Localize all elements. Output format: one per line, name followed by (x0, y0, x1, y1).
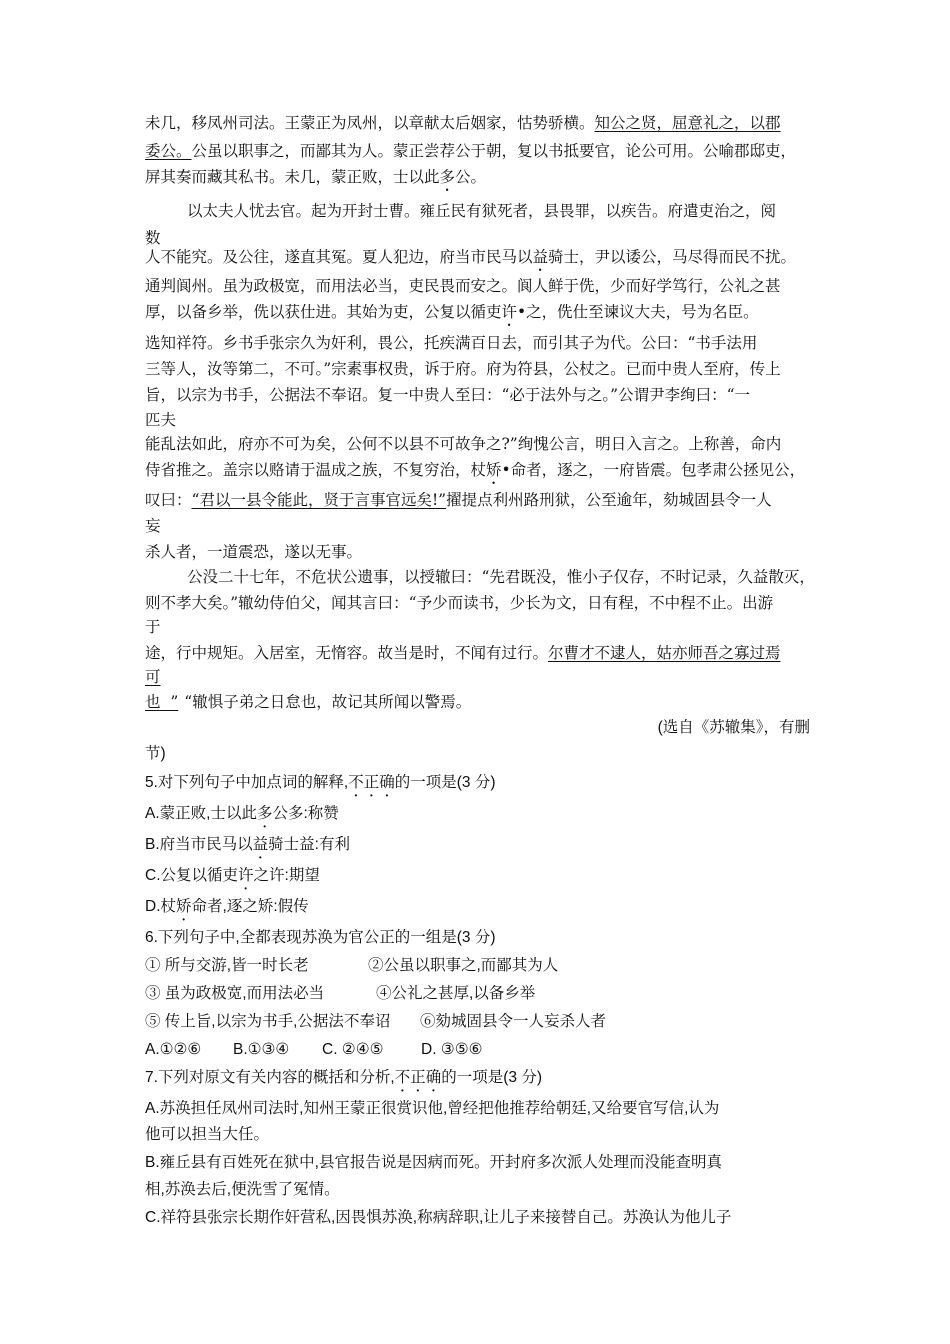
question-6-item: ②公虽以职事之,而鄙其为人 (368, 957, 559, 974)
underlined-sentence: 可 (145, 668, 161, 686)
question-6-stem: 6.下列句子中,全都表现苏涣为官公正的一组是(3 分) (145, 929, 496, 946)
passage-line: 侍省推之。盖宗以赂请于温成之族，不复穷治，杖矫•命者，逐之，一府皆震。包孝肃公拯见公， (145, 461, 806, 479)
passage-line: 选知祥符。乡书手张宗久为奸利，畏公，托疾满百日去，而引其子为代。公曰：“书手法用 (145, 334, 758, 352)
question-5-option-a: A.蒙正败,士以此多公多:称赞 (145, 805, 339, 822)
underlined-sentence: 委公。 (145, 142, 192, 160)
passage-line: 以太夫人忧去官。起为开封士曹。雍丘民有狱死者，县畏罪，以疾告。府遣吏治之，阅 (187, 202, 777, 220)
source-citation-cont: 节) (145, 745, 166, 762)
underlined-sentence: 知公之贤，屈意礼之，以郡 (594, 114, 781, 132)
passage-line (145, 667, 161, 687)
question-6-option-a: A.①②⑥ (145, 1041, 202, 1058)
dotted-word: 矫 (486, 461, 502, 479)
passage-line: 委公。公虽以职事之，而鄙其为人。蒙正尝荐公于朝，复以书抵要官，论公可用。公喻郡邸吏， (145, 142, 797, 160)
passage-line: 途，行中规矩。入居室，无惰容。故当是时，不闻有过行。尔曹才不逮人，姑亦师吾之寡过焉 (145, 644, 781, 662)
question-6-option-d: D. ③⑤⑥ (421, 1041, 483, 1058)
underlined-sentence: 尔曹才不逮人，姑亦师吾之寡过焉 (548, 644, 781, 662)
question-5-option-b: B.府当市民马以益骑士益:有利 (145, 836, 350, 853)
question-7-option-b: B.雍丘县有百姓死在狱中,县官报告说是因病而死。开封府多次派人处理而没能查明真 (145, 1154, 722, 1171)
question-7-stem: 7.下列对原文有关内容的概括和分析,不正确的一项是(3 分) (145, 1069, 543, 1086)
passage-line: 屏其奏而藏其私书。未几，蒙正败，士以此多公。 (145, 168, 487, 186)
question-6-option-b: B.①③④ (233, 1041, 290, 1058)
question-6-option-c: C. ②④⑤ (322, 1041, 384, 1058)
passage-line: 三等人，汝等第二，不可。”宗素事权贵，诉于府。府为符县，公杖之。已而中贵人至府，传上 (145, 360, 781, 378)
passage-line: 公没二十七年，不危状公遗事，以授辙曰：“先君既没，惟小子仅存，不时记录，久益散灭， (187, 568, 815, 586)
question-7-option-a: A.苏涣担任凤州司法时,知州王蒙正很赏识他,曾经把他推荐给朝廷,又给要官写信,认为 (145, 1100, 720, 1117)
passage-line: 厚，以备乡举，侁以获仕进。其始为吏，公复以循吏许•之，侁仕至谏议大夫，号为名臣。 (145, 303, 759, 321)
passage-line: 杀人者，一道震恐，遂以无事。 (145, 543, 363, 561)
question-5-option-d: D.杖矫命者,逐之矫:假传 (145, 898, 309, 915)
underlined-sentence: 也 ” (145, 693, 179, 711)
source-citation: (选自《苏辙集》，有删 (657, 719, 810, 736)
question-5-stem: 5.对下列句子中加点词的解释,不正确的一项是(3 分) (145, 774, 496, 791)
passage-line: 妄 (145, 517, 161, 535)
passage-line: 能乱法如此，府亦不可为矣，公何不以县不可故争之?”绚愧公言，明日入言之。上称善，命内 (145, 435, 782, 453)
question-6-item: ① 所与交游,皆一时长老 (145, 957, 309, 974)
question-6-item: ⑥劾城固县令一人妄杀人者 (420, 1013, 607, 1030)
question-6-item: ④公礼之甚厚,以备乡举 (376, 985, 536, 1002)
passage-line: 人不能究。及公往，遂直其冤。夏人犯边，府当市民马以益骑士，尹以诿公，马尽得而民不扰。 (145, 248, 797, 266)
underlined-sentence: “君以一县令能此，贤于言事官远矣!” (191, 491, 447, 509)
passage-line: 未几，移凤州司法。王蒙正为凤州，以章献太后姻家，怙势骄横。知公之贤，屈意礼之，以郡 (145, 114, 781, 132)
passage-line: 则不孝大矣。”辙幼侍伯父，闻其言曰：“予少而读书，少长为文，日有程，不中程不止。出游 (145, 594, 774, 612)
question-5-option-c: C.公复以循吏许之许:期望 (145, 867, 320, 884)
passage-line: 叹曰：“君以一县令能此，贤于言事官远矣!”擢提点利州路刑狱，公至逾年，劾城固县令一人 (145, 491, 772, 509)
passage-line: 数 (145, 229, 161, 247)
passage-line: 通判阆州。虽为政极宽，而用法必当，吏民畏而安之。阆人鲜于侁，少而好学笃行，公礼之甚 (145, 277, 781, 295)
passage-line: 旨，以宗为书手，公据法不奉诏。复一中贵人至曰：“必于法外与之。”公谓尹李绚曰：“一 (145, 386, 751, 404)
question-7-option-c: C.祥符县张宗长期作奸营私,因畏惧苏涣,称病辞职,让儿子来接替自己。苏涣认为他儿子 (145, 1209, 732, 1226)
passage-line: 于 (145, 618, 161, 636)
passage-line: 匹夫 (145, 411, 177, 429)
question-6-item: ⑤ 传上旨,以宗为书手,公据法不奉诏 (145, 1013, 391, 1030)
question-6-item: ③ 虽为政极宽,而用法必当 (145, 985, 325, 1002)
dotted-word: 益 (532, 248, 549, 266)
dotted-word: 许 (501, 303, 518, 321)
dotted-word: 多 (439, 168, 456, 186)
question-7-option-a-cont: 他可以担当大任。 (145, 1126, 270, 1143)
passage-line: 也 ” “辙惧子弟之日怠也，故记其所闻以警焉。 (145, 693, 472, 711)
question-7-option-b-cont: 相,苏涣去后,便洗雪了冤情。 (145, 1181, 340, 1198)
